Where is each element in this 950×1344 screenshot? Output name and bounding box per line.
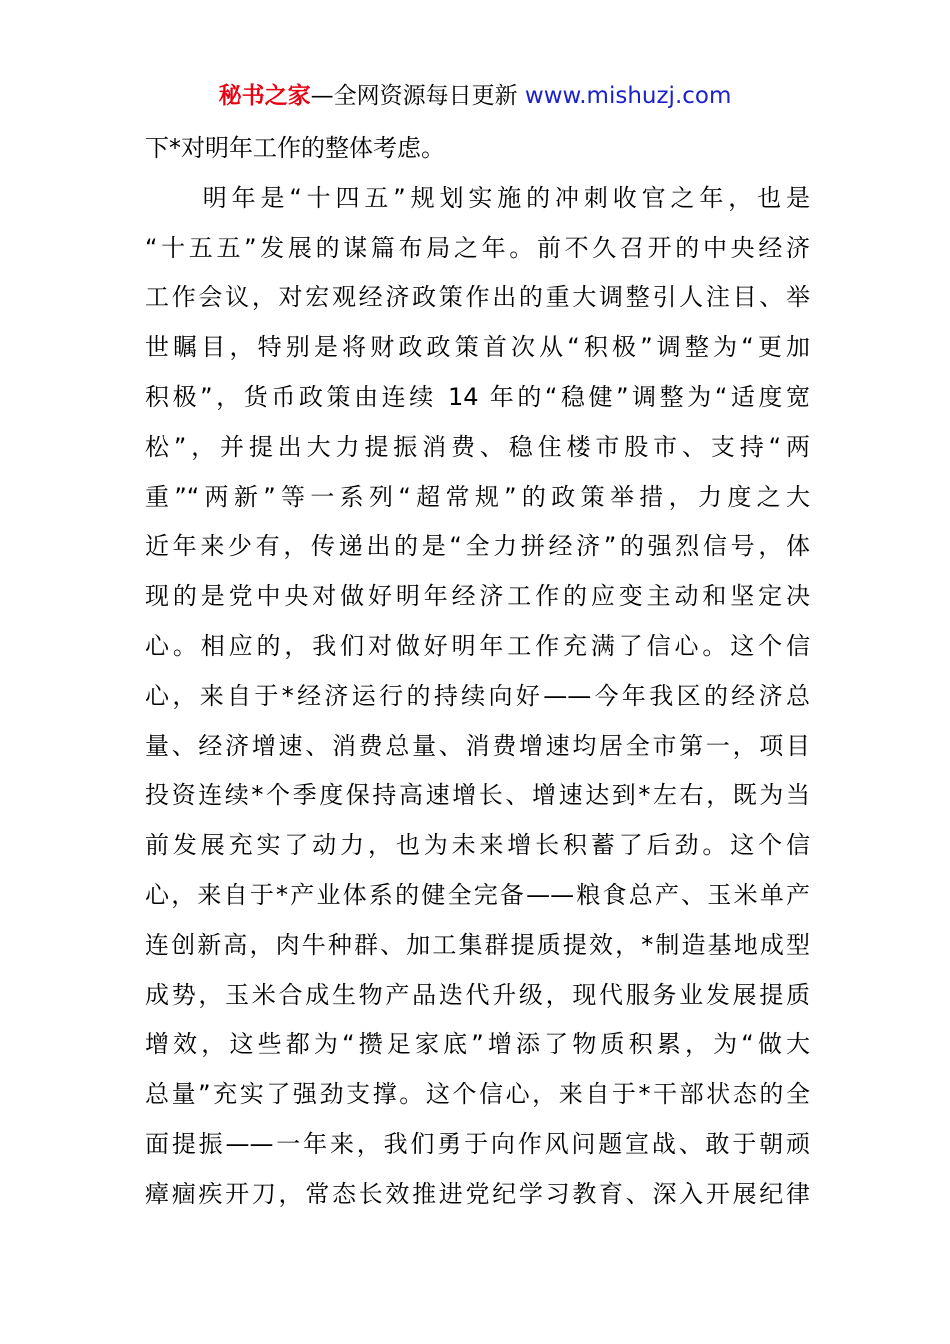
- text-line: 明年是“十四五”规划实施的冲刺收官之年，也是: [145, 183, 810, 212]
- text-line: 现的是党中央对做好明年经济工作的应变主动和坚定决: [145, 582, 810, 611]
- text-line: 前发展充实了动力，也为未来增长积蓄了后劲。这个信: [145, 831, 810, 860]
- text-line: 面提振——一年来，我们勇于向作风问题宣战、敢于朝顽: [145, 1129, 810, 1158]
- document-body: [145, 124, 810, 1220]
- text-line: 连创新高，肉牛种群、加工集群提质提效，*制造基地成型: [145, 930, 810, 959]
- text-line: 松”，并提出大力提振消费、稳住楼市股市、支持“两: [145, 432, 810, 461]
- text-line: “十五五”发展的谋篇布局之年。前不久召开的中央经济: [145, 233, 810, 262]
- brand-name: 秘书之家: [218, 83, 311, 109]
- header-tagline: —全网资源每日更新: [310, 83, 518, 109]
- text-line: 投资连续*个季度保持高速增长、增速达到*左右，既为当: [145, 781, 810, 810]
- text-line: 增效，这些都为“攒足家底”增添了物质积累，为“做大: [145, 1030, 810, 1059]
- text-line: 积极”，货币政策由连续 14 年的“稳健”调整为“适度宽: [145, 382, 810, 411]
- text-line: 心，来自于*产业体系的健全完备——粮食总产、玉米单产: [145, 880, 810, 909]
- text-line: 心，来自于*经济运行的持续向好——今年我区的经济总: [145, 681, 810, 710]
- text-line: 心。相应的，我们对做好明年工作充满了信心。这个信: [145, 631, 810, 660]
- text-line: 总量”充实了强劲支撑。这个信心，来自于*干部状态的全: [145, 1080, 810, 1109]
- site-url[interactable]: www.mishuzj.com: [524, 83, 732, 109]
- text-line: 量、经济增速、消费总量、消费增速均居全市第一，项目: [145, 731, 810, 760]
- text-line: 世瞩目，特别是将财政政策首次从“积极”调整为“更加: [145, 333, 810, 362]
- text-line: 近年来少有，传递出的是“全力拼经济”的强烈信号，体: [145, 532, 810, 561]
- text-line: 瘴痼疾开刀，常态长效推进党纪学习教育、深入开展纪律: [145, 1179, 810, 1208]
- text-line: 下*对明年工作的整体考虑。: [145, 134, 445, 162]
- text-line: 重”“两新”等一系列“超常规”的政策举措，力度之大: [145, 482, 810, 511]
- text-line: 工作会议，对宏观经济政策作出的重大调整引人注目、举: [145, 283, 810, 312]
- text-line: 成势，玉米合成生物产品迭代升级，现代服务业发展提质: [145, 980, 810, 1009]
- page-header: [0, 78, 950, 114]
